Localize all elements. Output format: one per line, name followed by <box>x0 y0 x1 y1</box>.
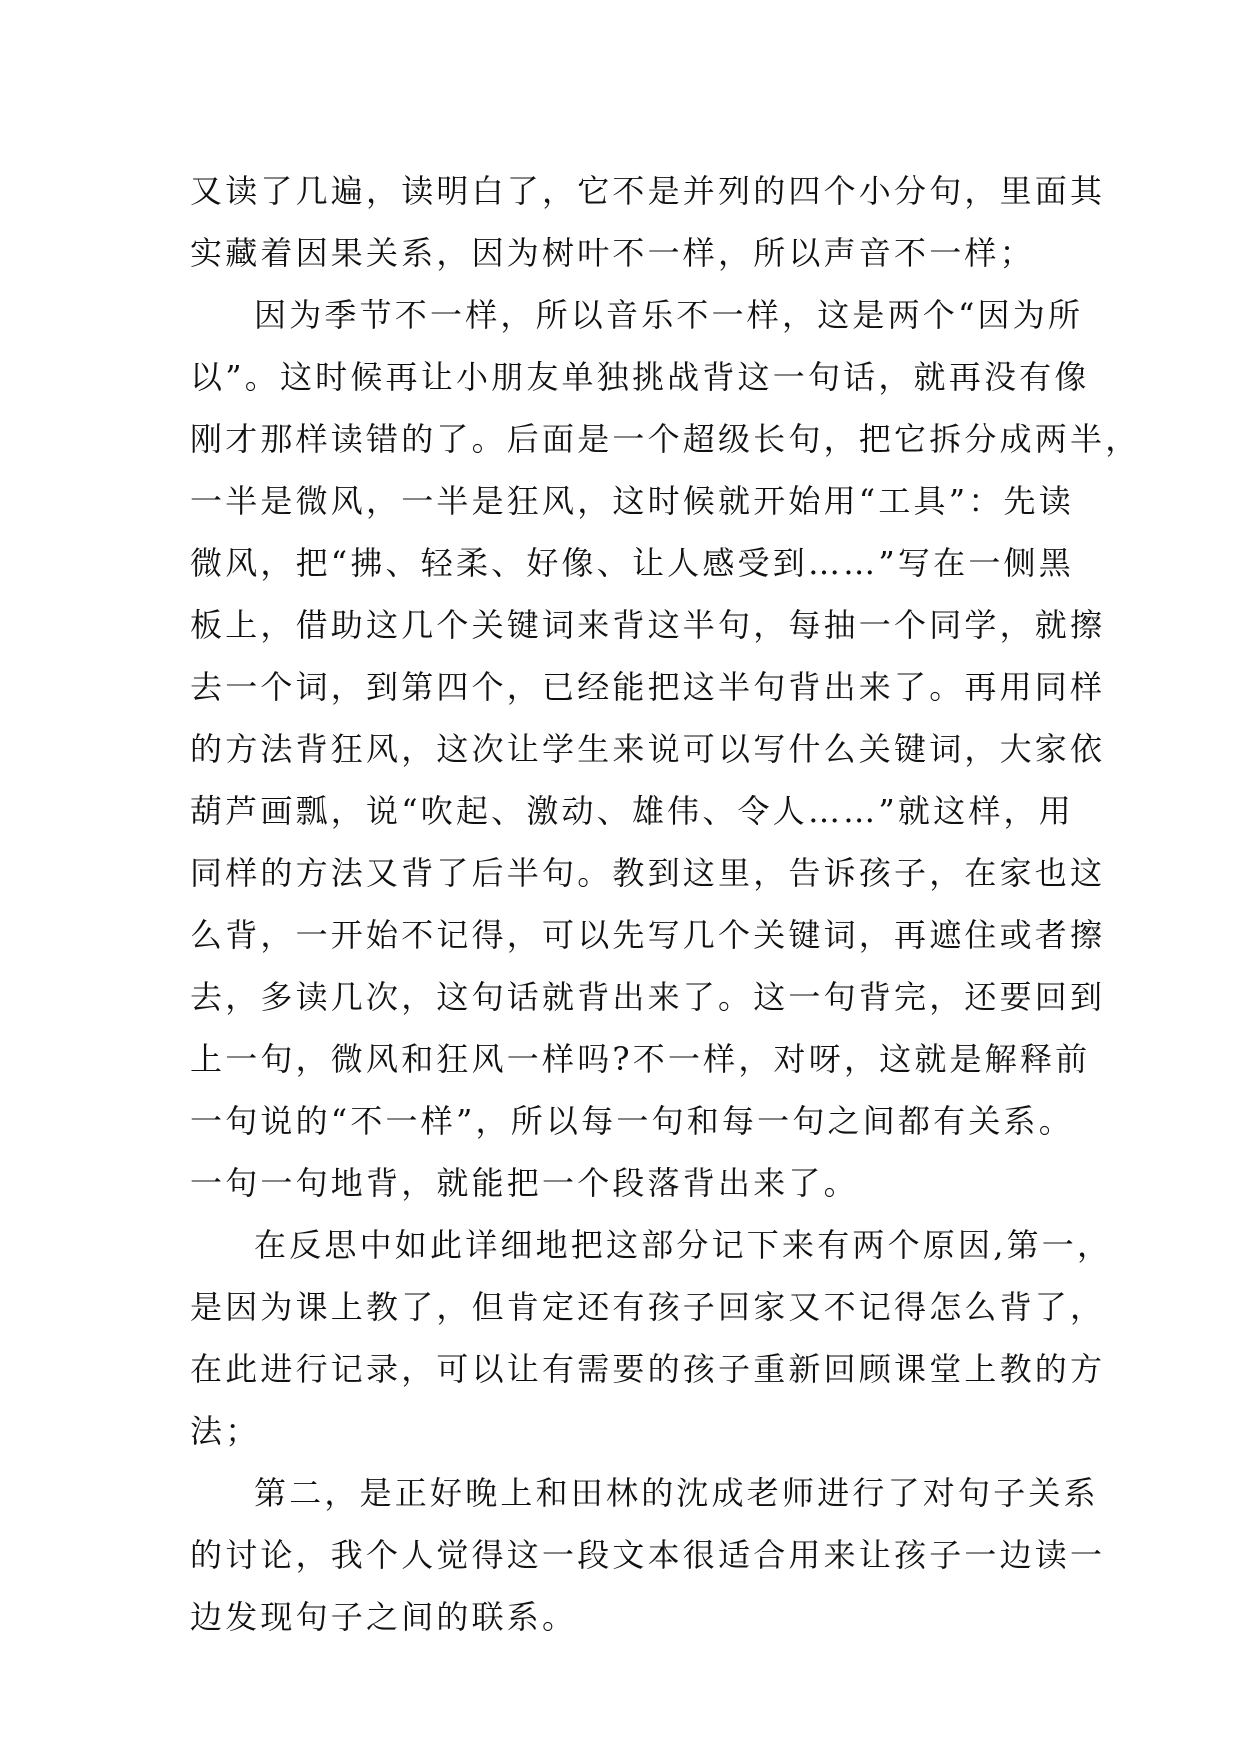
text-line: 又读了几遍，读明白了，它不是并列的四个小分句，里面其 <box>190 172 1106 210</box>
text-line: 实藏着因果关系，因为树叶不一样，所以声音不一样； <box>190 234 1035 272</box>
text-line: 在反思中如此详细地把这部分记下来有两个原因,第一， <box>254 1226 1113 1264</box>
text-line: 第二，是正好晚上和田林的沈成老师进行了对句子关系 <box>254 1474 1099 1512</box>
text-line: 法； <box>190 1412 261 1450</box>
text-line: 因为季节不一样，所以音乐不一样，这是两个“因为所 <box>254 296 1084 334</box>
text-line: 板上，借助这几个关键词来背这半句，每抽一个同学，就擦 <box>190 606 1106 644</box>
text-line: 刚才那样读错的了。后面是一个超级长句，把它拆分成两半， <box>190 420 1141 458</box>
text-line: 以”。这时候再让小朋友单独挑战背这一句话，就再没有像 <box>190 358 1090 396</box>
text-line: 一半是微风，一半是狂风，这时候就开始用“工具”：先读 <box>190 482 1074 520</box>
text-line: 一句一句地背，就能把一个段落背出来了。 <box>190 1164 859 1202</box>
text-line: 葫芦画瓢，说“吹起、激动、雄伟、令人……”就这样，用 <box>190 792 1074 830</box>
text-line: 一句说的“不一样”，所以每一句和每一句之间都有关系。 <box>190 1102 1074 1140</box>
text-line: 上一句，微风和狂风一样吗?不一样，对呀，这就是解释前 <box>190 1040 1091 1078</box>
text-line: 么背，一开始不记得，可以先写几个关键词，再遮住或者擦 <box>190 916 1106 954</box>
text-line: 的讨论，我个人觉得这一段文本很适合用来让孩子一边读一 <box>190 1536 1106 1574</box>
text-line: 边发现句子之间的联系。 <box>190 1598 578 1636</box>
text-line: 去，多读几次，这句话就背出来了。这一句背完，还要回到 <box>190 978 1106 1016</box>
text-line: 在此进行记录，可以让有需要的孩子重新回顾课堂上教的方 <box>190 1350 1106 1388</box>
text-line: 微风，把“拂、轻柔、好像、让人感受到……”写在一侧黑 <box>190 544 1074 582</box>
text-line: 的方法背狂风，这次让学生来说可以写什么关键词，大家依 <box>190 730 1106 768</box>
text-line: 是因为课上教了，但肯定还有孩子回家又不记得怎么背了， <box>190 1288 1106 1326</box>
text-line: 同样的方法又背了后半句。教到这里，告诉孩子，在家也这 <box>190 854 1106 892</box>
text-line: 去一个词，到第四个，已经能把这半句背出来了。再用同样 <box>190 668 1106 706</box>
body-text <box>190 160 1141 1648</box>
